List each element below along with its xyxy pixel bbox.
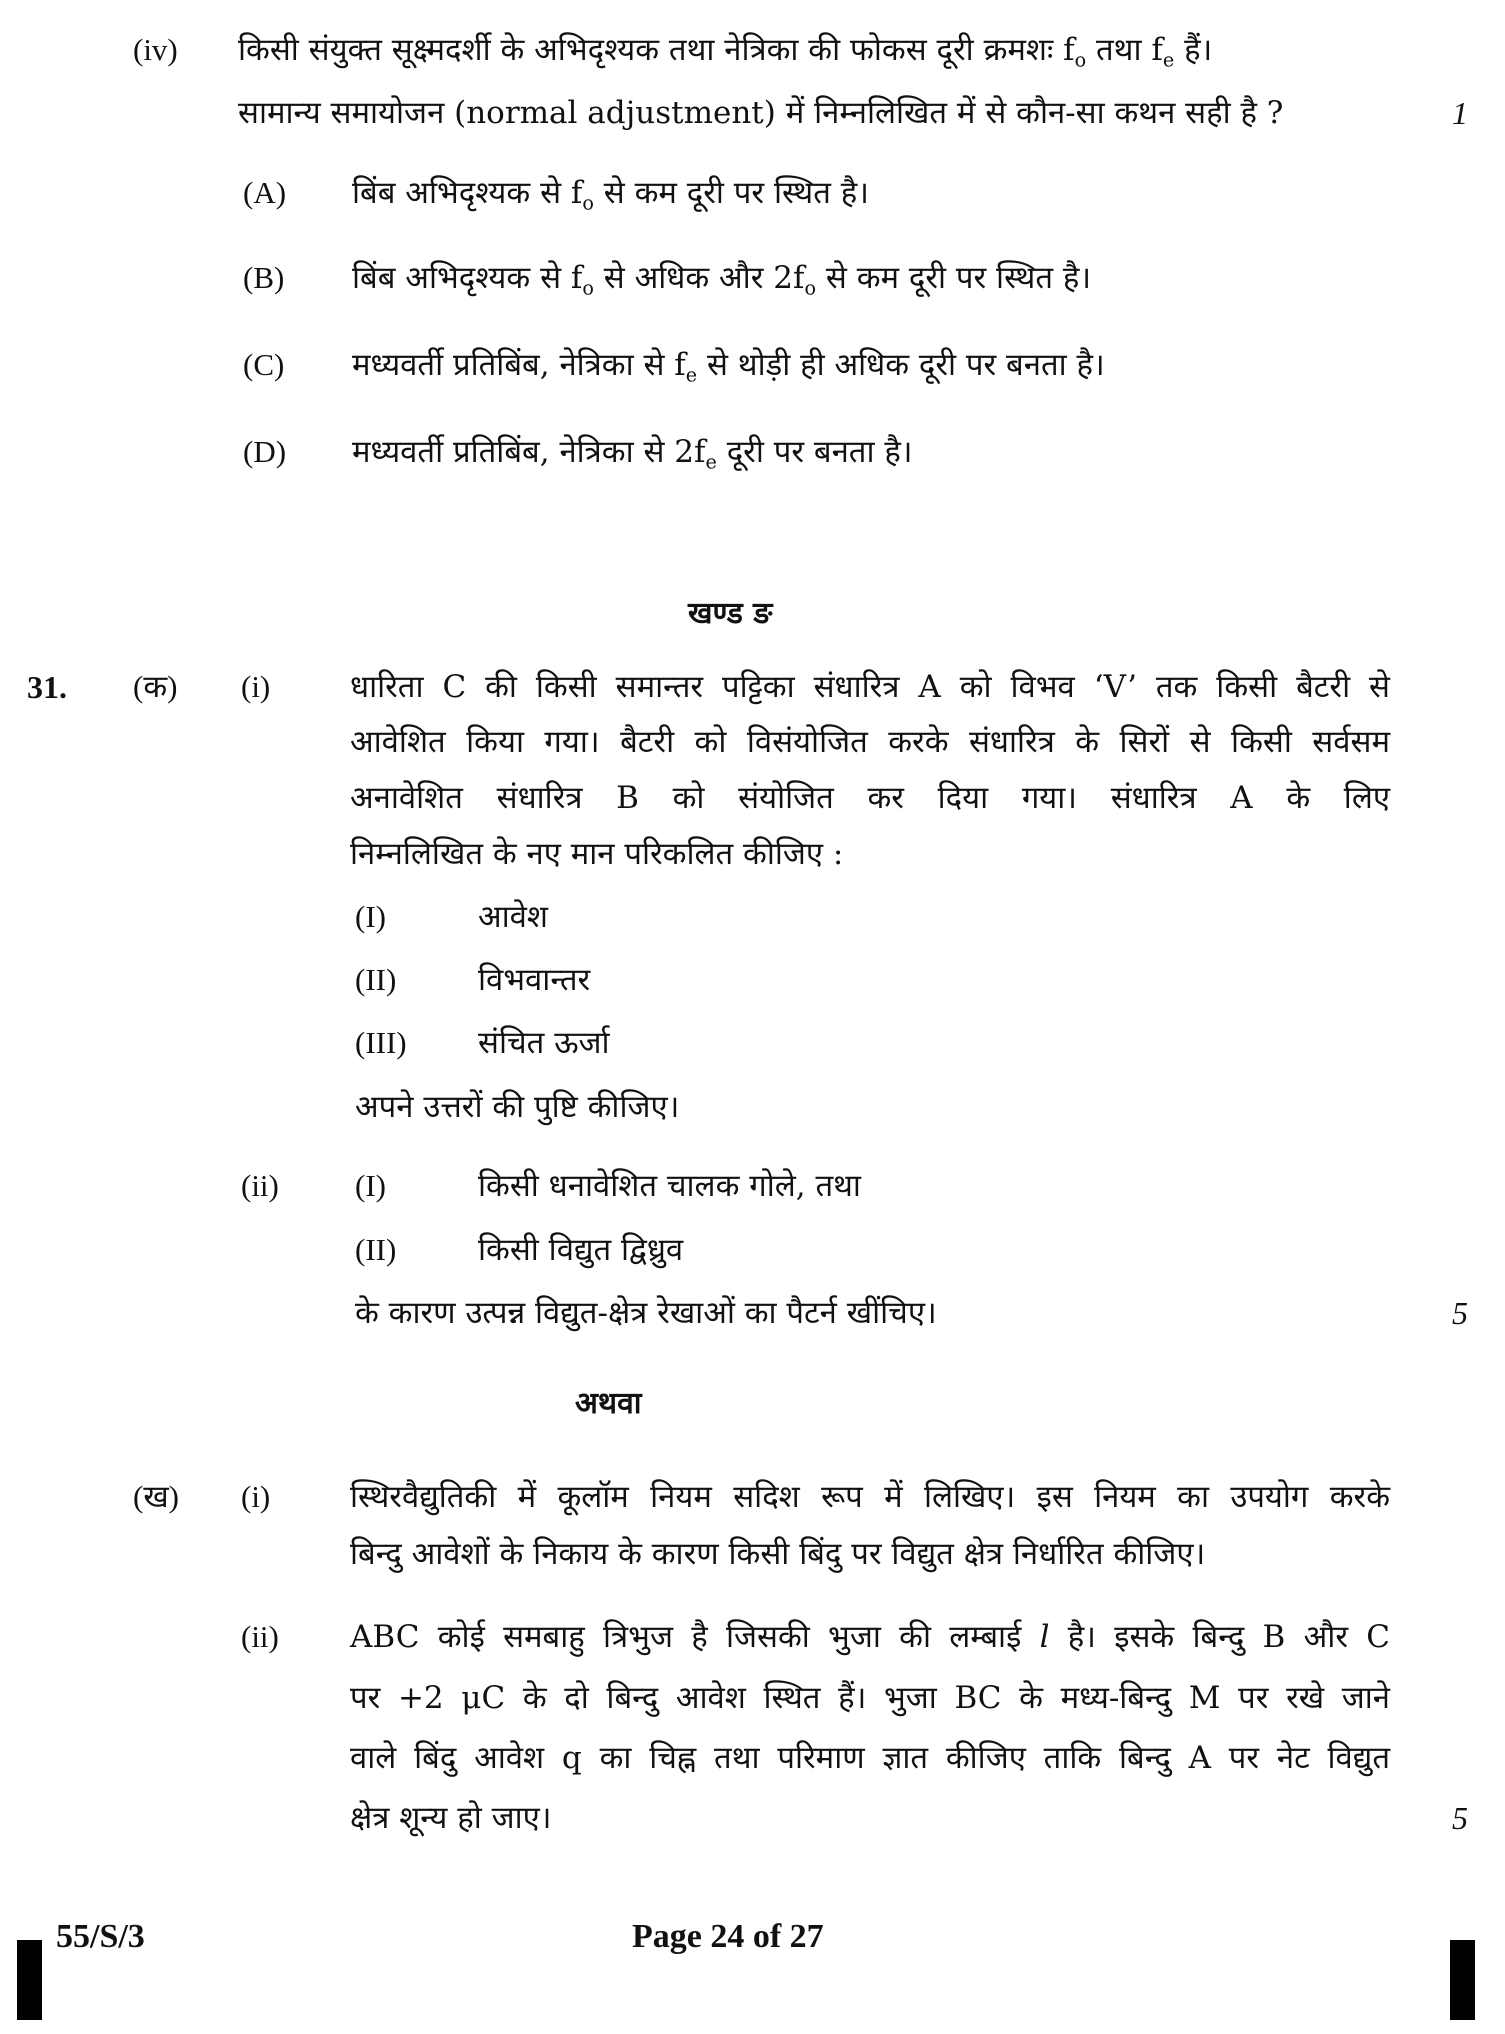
question-text-line (350, 1617, 1390, 1657)
marks: 1 (1452, 95, 1468, 131)
variable: l (1039, 1619, 1050, 1655)
subscript: o (1074, 48, 1087, 72)
text-fragment: बिंब अभिदृश्यक से f (352, 260, 583, 296)
subscript: o (582, 191, 594, 215)
subpart-label-ii: (ii) (241, 1168, 279, 1203)
or-separator: अथवा (575, 1386, 642, 1421)
subpart-label-i: (i) (241, 1479, 271, 1514)
item-label: (III) (355, 1025, 407, 1060)
question-label-iv: (iv) (133, 32, 178, 67)
text-fragment: दूरी पर बनता है। (716, 434, 913, 470)
option-text-b (352, 258, 1091, 298)
text-fragment: मध्यवर्ती प्रतिबिंब, नेत्रिका से f (352, 347, 686, 383)
option-label-d: (D) (243, 434, 287, 469)
question-text-line: निम्नलिखित के नए मान परिकलित कीजिए : (350, 836, 844, 872)
part-label-ka: (क) (133, 669, 178, 704)
subpart-label-i: (i) (241, 669, 271, 704)
marks: 5 (1452, 1800, 1468, 1836)
subscript: o (582, 276, 594, 300)
question-text-line: स्थिरवैद्युतिकी में कूलॉम नियम सदिश रूप में लिखिए। इस नियम का उपयोग करके (350, 1479, 1390, 1515)
text-fragment: से कम दूरी पर स्थित है। (816, 260, 1092, 296)
question-text-line: अपने उत्तरों की पुष्टि कीजिए। (355, 1089, 680, 1125)
text-fragment: किसी संयुक्त सूक्ष्मदर्शी के अभिदृश्यक तथा नेत्रिका की फोकस दूरी क्रमशः f (238, 32, 1075, 68)
question-text-line: के कारण उत्पन्न विद्युत-क्षेत्र रेखाओं का पैटर्न खींचिए। (355, 1295, 937, 1331)
text-fragment: से थोड़ी ही अधिक दूरी पर बनता है। (697, 347, 1105, 383)
option-text-d (352, 432, 913, 472)
item-label: (I) (355, 1168, 386, 1203)
marks: 5 (1452, 1295, 1468, 1331)
section-heading: खण्ड ङ (688, 596, 773, 631)
question-text-line: पर +2 μC के दो बिन्दु आवेश स्थित हैं। भुजा BC के मध्य-बिन्दु M पर रखे जाने (350, 1680, 1390, 1716)
question-text-line: सामान्य समायोजन (normal adjustment) में निम्नलिखित में से कौन-सा कथन सही है ? (238, 95, 1284, 131)
text-fragment: है। इसके बिन्दु B और C (1049, 1619, 1390, 1655)
item-label: (II) (355, 962, 397, 997)
text-fragment: मध्यवर्ती प्रतिबिंब, नेत्रिका से 2f (352, 434, 706, 470)
item-text: संचित ऊर्जा (478, 1025, 610, 1061)
item-label: (I) (355, 899, 386, 934)
question-text-line: अनावेशित संधारित्र B को संयोजित कर दिया गया। संधारित्र A के लिए (350, 780, 1390, 816)
question-text-line: धारिता C की किसी समान्तर पट्टिका संधारित्र A को विभव ‘V’ तक किसी बैटरी से (350, 669, 1390, 705)
text-fragment: ABC कोई समबाहु त्रिभुज है जिसकी भुजा की लम्बाई (350, 1619, 1040, 1655)
option-text-a (352, 173, 869, 213)
paper-code: 55/S/3 (56, 1918, 145, 1955)
question-text-line: आवेशित किया गया। बैटरी को विसंयोजित करके संधारित्र के सिरों से किसी सर्वसम (350, 724, 1390, 760)
item-text: आवेश (478, 899, 548, 935)
subscript: e (685, 363, 698, 387)
text-fragment: से कम दूरी पर स्थित है। (593, 175, 869, 211)
subscript: e (705, 450, 717, 474)
item-label: (II) (355, 1232, 397, 1267)
question-text-line: बिन्दु आवेशों के निकाय के कारण किसी बिंदु पर विद्युत क्षेत्र निर्धारित कीजिए। (350, 1536, 1206, 1572)
item-text: किसी धनावेशित चालक गोले, तथा (478, 1168, 861, 1204)
subscript: o (804, 276, 817, 300)
question-text-line: क्षेत्र शून्य हो जाए। (350, 1800, 552, 1836)
subscript: e (1162, 48, 1175, 72)
text-fragment: से अधिक और 2f (593, 260, 805, 296)
question-number: 31. (27, 669, 67, 705)
option-label-b: (B) (243, 260, 285, 295)
text-fragment: हैं। (1174, 32, 1213, 68)
subpart-label-ii: (ii) (241, 1619, 279, 1654)
option-label-a: (A) (243, 175, 287, 210)
option-text-c (352, 345, 1105, 385)
right-margin-bar (1450, 1940, 1475, 2020)
left-margin-bar (17, 1940, 42, 2020)
item-text: विभवान्तर (478, 962, 591, 998)
item-text: किसी विद्युत द्विध्रुव (478, 1232, 684, 1268)
page-number: Page 24 of 27 (632, 1918, 824, 1955)
part-label-kha: (ख) (133, 1479, 180, 1514)
question-text-line (238, 30, 1212, 70)
text-fragment: बिंब अभिदृश्यक से f (352, 175, 583, 211)
question-text-line: वाले बिंदु आवेश q का चिह्न तथा परिमाण ज्ञात कीजिए ताकि बिन्दु A पर नेट विद्युत (350, 1740, 1390, 1776)
text-fragment: तथा f (1086, 32, 1163, 68)
option-label-c: (C) (243, 347, 285, 382)
